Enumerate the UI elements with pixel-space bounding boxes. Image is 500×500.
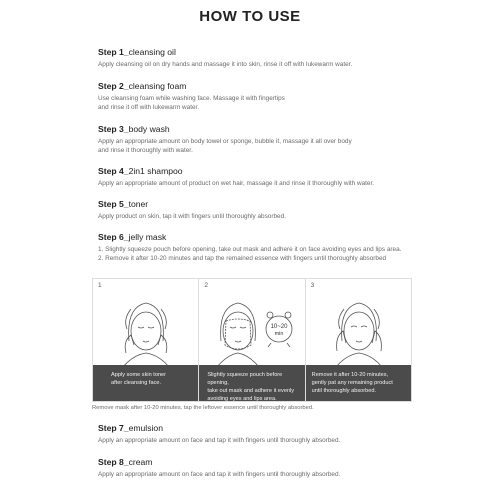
step-1-desc: Apply cleansing oil on dry hands and massage it into skin, rinse it off with lukewarm water.	[98, 61, 353, 68]
mask-tip-text: Remove mask after 10-20 minutes, tap the leftover essence until thoroughly absorbed.	[92, 405, 314, 411]
panel-1-number: 1	[98, 282, 102, 289]
step-4	[98, 166, 430, 188]
step-6-desc: 1. Slightly squeeze pouch before opening, take out mask and adhere it on face avoiding eyes and lips area. 2. Remove it after 10-20 minutes and tap the remained essence with fingers until thoroughly absorbed	[98, 246, 402, 262]
step-3-title: Step 3_body wash	[98, 124, 170, 134]
step-5-title: Step 5_toner	[98, 199, 149, 209]
step-4-title: Step 4_2in1 shampoo	[98, 166, 183, 176]
step-8	[98, 457, 430, 479]
step-3	[98, 124, 430, 155]
step-6-title: Step 6_jelly mask	[98, 232, 167, 242]
svg-text:10~20: 10~20	[270, 324, 288, 330]
jelly-mask-illustration	[92, 278, 412, 402]
step-2	[98, 81, 430, 112]
step-8-title: Step 8_cream	[98, 457, 153, 467]
step-2-title: Step 2_cleansing foam	[98, 81, 187, 91]
panel-3-number: 3	[310, 282, 315, 289]
step-3-desc: Apply an appropriate amount on body towel or sponge, bubble it, massage it all over body and rinse it thoroughly with water.	[98, 138, 352, 154]
step-7	[98, 423, 430, 445]
panel-2	[199, 279, 305, 401]
step-7-desc: Apply an appropriate amount on face and tap it with fingers until thoroughly absorbed.	[98, 437, 341, 444]
step-2-desc: Use cleansing foam while washing face. Massage it with fingertips and rinse it off with lukewarm water.	[98, 95, 285, 111]
panel-3	[306, 279, 411, 401]
svg-text:min: min	[274, 331, 284, 337]
step-1	[98, 47, 430, 69]
step-1-title: Step 1_cleansing oil	[98, 47, 176, 57]
panel-1-caption: Apply some skin toner after cleansing face.	[93, 365, 198, 401]
panel-2-number: 2	[204, 282, 208, 289]
step-4-desc: Apply an appropriate amount of product on wet hair, massage it and rinse it thoroughly with water.	[98, 180, 375, 187]
step-7-title: Step 7_emulsion	[98, 423, 163, 433]
panel-3-caption: Remove it after 10-20 minutes, gently pat any remaining product until thoroughly absorbed.	[306, 365, 411, 401]
step-5	[98, 199, 430, 221]
step-5-desc: Apply product on skin, tap it with fingers until thoroughly absorbed.	[98, 213, 286, 220]
step-8-desc: Apply an appropriate amount on face and tap it with fingers until thoroughly absorbed.	[98, 471, 341, 478]
panel-2-caption: Slightly squeeze pouch before opening, take out mask and adhere it evenly avoiding eyes and lips area.	[199, 365, 304, 401]
step-6	[98, 232, 430, 263]
page-title: HOW TO USE	[199, 8, 301, 25]
panel-1	[93, 279, 199, 401]
